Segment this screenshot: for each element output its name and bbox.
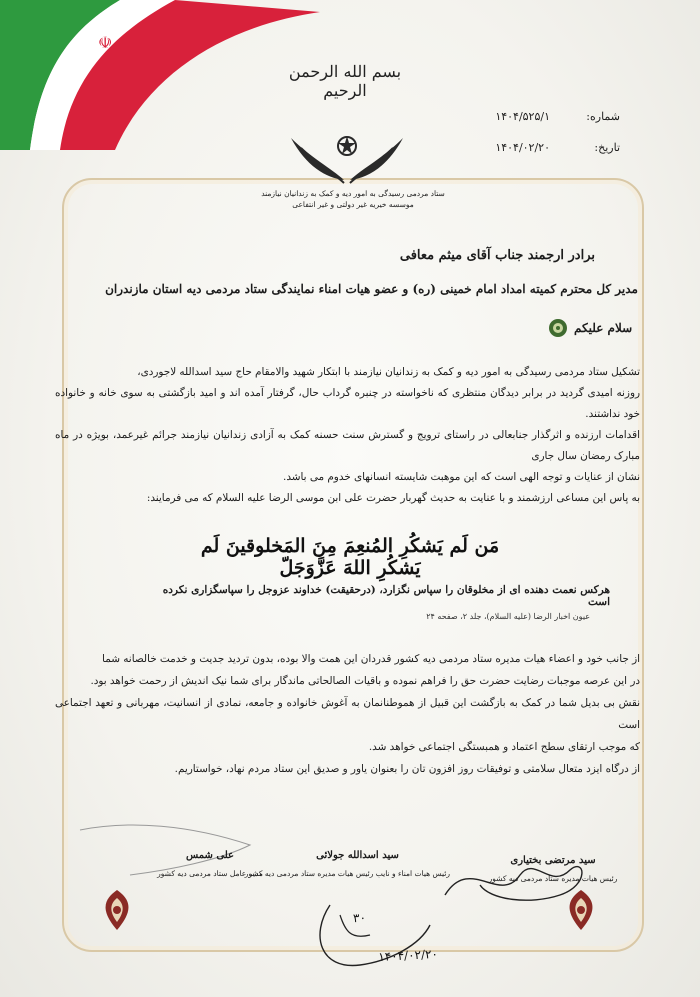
body-paragraph: نشان از عنایات و توجه الهی است که این موهبت شایسته انسانهای خدوم می باشد. [283,471,640,483]
hadith-translation: هرکس نعمت دهنده ای از مخلوقان را سپاس نگزارد، (درحقیقت) خداوند عزوجل را سپاسگزاری نکرده است [162,584,610,608]
closing-paragraph: که موجب ارتقای سطح اعتماد و همبستگی اجتماعی خواهد شد. [368,741,640,753]
closing-paragraph: از درگاه ایزد متعال سلامتی و توفیقات روز افزون تان را بعنوان یاور و صدیق این ستاد مردم نهاد، خواستاریم. [174,763,640,775]
signer-title: رئیس هیات مدیره ستاد مردمی دیه کشور [488,874,618,883]
handwritten-number: ۳۰ [352,910,367,926]
date-value: ۱۴۰۴/۰۲/۲۰ [495,141,550,154]
closing-paragraph: نقش بی بدیل شما در کمک به بازگشت این قبیل از هموطنانمان به آغوش خانواده و جامعه، نمادی از انسانیت، مهربانی و تعهد اجتماعی است [55,697,640,731]
closing-paragraph: از جانب خود و اعضاء هیات مدیره ستاد مردمی دیه کشور قدردان این همت والا بوده، بدون تردید جدیت و خدمت خالصانه شما [102,653,640,665]
recipient-name: برادر ارجمند جناب آقای میثم معافی [399,248,595,263]
rosette-icon [548,318,568,338]
signature-scribble-3 [300,895,440,985]
basmala: بسم الله الرحمن الرحیم [288,62,402,100]
signature-block-bakhtiari [468,855,638,883]
recipient-position: مدیر کل محترم کمیته امداد امام خمینی (ره) و عضو هیات امناء نمایندگی ستاد مردمی دیه استان مازندران [105,282,638,296]
greeting [548,318,632,338]
signer-name: سید مرتضی بختیاری [510,855,596,866]
signature-block-shams [140,850,280,878]
number-label: شماره: [586,110,620,123]
organization-logo [286,128,408,188]
closing-paragraph: در این عرصه موجبات رضایت حضرت حق را فراهم نموده و باقیات الصالحاتی ماندگار برای شما نیک اندیش از رحمت خواهد بود. [90,675,640,687]
body-paragraph: روزنه امیدی گردید در برابر دیدگان منتظری که ناخواسته در چنبره گرداب حال، گرفتار آمده اند و امید بازگشتی به سوی خانه و خانواده خود نداشتند. [55,387,640,420]
ornament-icon [96,888,138,932]
date-label: تاریخ: [594,141,620,154]
signer-title: مدیر عامل ستاد مردمی دیه کشور [157,869,263,878]
org-name-line1: ستاد مردمی رسیدگی به امور دیه و کمک به زندانیان نیازمند [261,189,445,198]
letter-body [55,362,640,509]
body-paragraph: تشکیل ستاد مردمی رسیدگی به امور دیه و کمک به زندانیان نیازمند با ابتکار شهید والامقام حاج سید اسدالله لاجوردی، [137,366,640,378]
body-paragraph: اقدامات ارزنده و اثرگذار جنابعالی در راستای ترویج و گسترش سنت حسنه کمک به آزادی زندانیان نیازمند جرائم غیرعمد، بویژه در ماه مبارک رمضان سال جاری [55,429,640,462]
signer-title: رئیس هیات امناء و نایب رئیس هیات مدیره ستاد مردمی دیه کشور [244,869,450,878]
body-paragraph: به پاس این مساعی ارزشمند و با عنایت به حدیث گهربار حضرت علی ابن موسی الرضا علیه السلام که می فرمایند: [146,492,640,504]
signer-name: سید اسدالله جولائی [316,850,399,861]
signer-name: علی شمس [185,850,234,861]
number-value: ۱۴۰۴/۵۲۵/۱ [495,110,550,123]
org-name-line2: موسسه خیریه غیر دولتی و غیر انتفاعی [292,200,414,210]
svg-text:☫: ☫ [98,33,113,52]
hadith-quote: مَن لَم یَشکُرِ المُنعِمَ مِنَ المَخلوقینَ لَم یَشکُرِ اللهَ عَزَّوَجَلّ [200,535,500,579]
ornament-icon [560,888,602,932]
letter-closing [55,648,640,780]
handwritten-date: ۱۴۰۴/۰۲/۲۰ [377,946,439,964]
greeting-text: سلام علیکم [574,321,633,335]
organization-name [258,188,448,211]
letter-meta [495,110,620,172]
signature-block-jolaei [244,850,450,878]
hadith-source: عیون اخبار الرضا (علیه السلام)، جلد ۲، صفحه ۲۴ [426,612,590,621]
